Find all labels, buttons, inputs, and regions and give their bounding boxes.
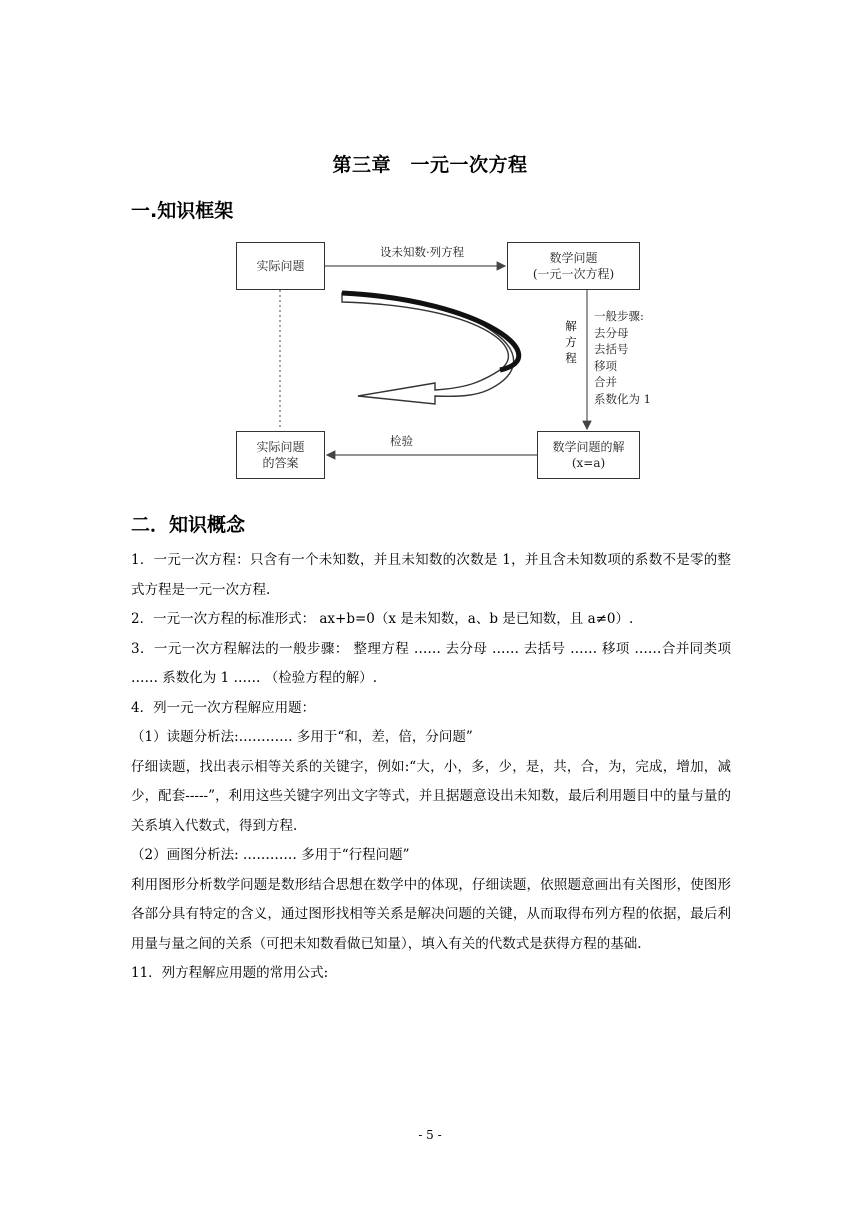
box-solution-line1: 数学问题的解 bbox=[552, 440, 625, 454]
paragraph-word-problems: 4．列一元一次方程解应用题： bbox=[131, 699, 316, 716]
box-math-solution bbox=[537, 431, 640, 479]
page-number: - 5 - bbox=[418, 1128, 442, 1142]
box-math-problem-line1: 数学问题 bbox=[549, 251, 598, 265]
box-real-problem-label: 实际问题 bbox=[256, 259, 305, 273]
knowledge-framework-diagram bbox=[230, 238, 650, 483]
curved-arrow bbox=[342, 293, 514, 404]
paragraph-definition: 1．一元一次方程：只含有一个未知数，并且未知数的次数是 1，并且含未知数项的系数不是零的整式方程是一元一次方程. bbox=[131, 552, 731, 598]
box-real-answer bbox=[236, 431, 325, 479]
step-item: 去括号 bbox=[594, 342, 629, 356]
box-answer-line1: 实际问题 bbox=[256, 440, 305, 454]
box-solution-line2: (x=a) bbox=[571, 456, 606, 470]
step-item: 去分母 bbox=[594, 325, 629, 340]
paragraph-general-steps: 3．一元一次方程解法的一般步骤： 整理方程 …… 去分母 …… 去括号 …… 移项 ……合并同类项 …… 系数化为 1 …… （检验方程的解）. bbox=[131, 640, 731, 686]
concept-content bbox=[131, 546, 731, 989]
section-heading-framework: 一.知识框架 bbox=[131, 200, 234, 222]
paragraph-reading-method: （1）读题分析法:………… 多用于“和，差，倍，分问题” bbox=[131, 729, 473, 745]
paragraph-standard-form: 2．一元一次方程的标准形式： ax+b=0（x 是未知数，a、b 是已知数，且 a≠0）. bbox=[131, 611, 634, 627]
step-item: 移项 bbox=[594, 358, 617, 373]
box-math-problem bbox=[507, 242, 640, 290]
arrow-check-label: 检验 bbox=[390, 434, 413, 448]
box-real-problem bbox=[236, 242, 325, 290]
section-heading-concepts: 二．知识概念 bbox=[131, 514, 246, 536]
paragraph-drawing-method: （2）画图分析法: ………… 多用于“行程问题” bbox=[131, 847, 410, 863]
box-math-problem-line2: (一元一次方程) bbox=[532, 267, 615, 281]
paragraph-drawing-detail: 利用图形分析数学问题是数形结合思想在数学中的体现，仔细读题，依照题意画出有关图形，使图形各部分具有特定的含义，通过图形找相等关系是解决问题的关键，从而取得布列方程的依据，最后利用量与量之间的关系（可把未知数看做已知量），填入有关的代数式是获得方程的基础. bbox=[131, 876, 731, 952]
paragraph-formulas: 11．列方程解应用题的常用公式: bbox=[131, 965, 329, 981]
arrow-top-label: 设未知数·列方程 bbox=[380, 245, 465, 259]
paragraph-reading-detail: 仔细读题，找出表示相等关系的关键字，例如:“大，小，多，少，是，共，合，为，完成，增加，减少，配套-----”，利用这些关键字列出文字等式，并且据题意设出未知数，最后利用题目中的量与量的关系填入代数式，得到方程. bbox=[131, 758, 731, 834]
step-item: 一般步骤: bbox=[594, 309, 644, 323]
chapter-title: 第三章 一元一次方程 bbox=[332, 154, 528, 176]
box-answer-line2: 的答案 bbox=[262, 456, 299, 470]
step-item: 系数化为 1 bbox=[594, 391, 651, 406]
solving-steps-list bbox=[594, 308, 651, 407]
step-item: 合并 bbox=[594, 375, 617, 389]
arrow-solve-label: 解方程 bbox=[565, 319, 577, 365]
